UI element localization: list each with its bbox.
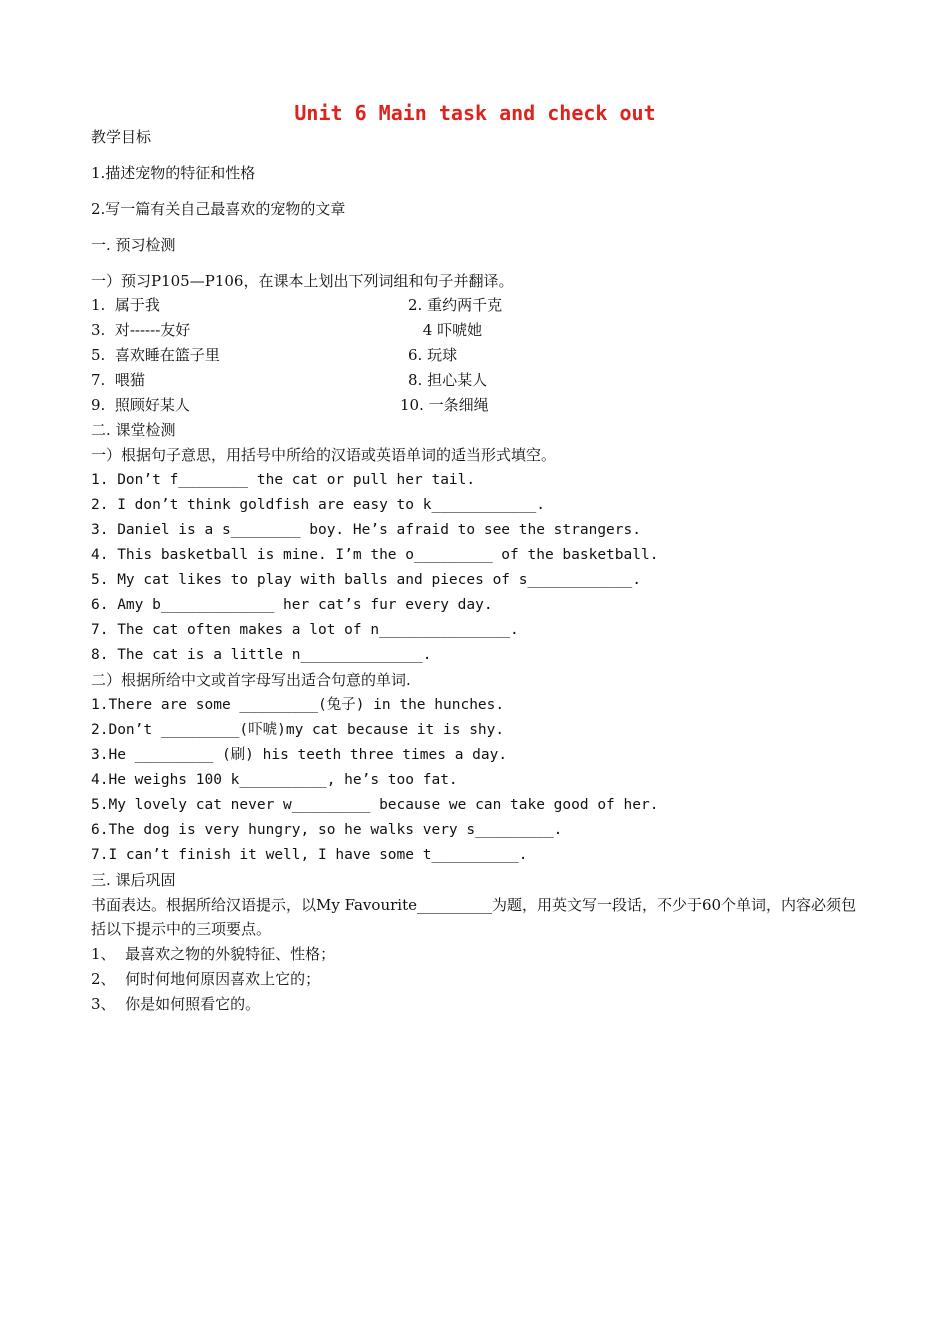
fill-blank-item: 3. Daniel is a s________ boy. He’s afraid to see the strangers. — [91, 522, 641, 538]
fill-blank-item: 1. Don’t f________ the cat or pull her tail. — [91, 472, 476, 488]
writing-point: 2、 何时何地何原因喜欢上它的； — [91, 970, 321, 988]
phrase-item: 8. 担心某人 — [408, 371, 488, 389]
objective-item: 1.描述宠物的特征和性格 — [91, 164, 256, 182]
fill-blank-item: 2. I don’t think goldfish are easy to k____________. — [91, 497, 545, 513]
phrase-item: 6. 玩球 — [408, 346, 458, 364]
fill-blank-item: 6. Amy b_____________ her cat’s fur every day. — [91, 597, 493, 613]
word-fill-item: 6.The dog is very hungry, so he walks very s_________. — [91, 822, 563, 838]
writing-point: 1、 最喜欢之物的外貌特征、性格； — [91, 945, 336, 963]
section-heading-consolidate: 三. 课后巩固 — [91, 871, 176, 889]
phrase-item: 10. 一条细绳 — [400, 396, 489, 414]
phrase-item: 5. 喜欢睡在篮子里 — [91, 346, 220, 364]
objectives-heading: 教学目标 — [91, 128, 152, 146]
writing-task: 书面表达。根据所给汉语提示，以My Favourite__________为题，用英文写一段话，不少于60个单词，内容必须包括以下提示中的三项要点。 — [91, 896, 857, 938]
phrase-item: 3. 对------友好 — [91, 321, 191, 339]
fill-blank-item: 4. This basketball is mine. I’m the o_________ of the basketball. — [91, 547, 659, 563]
phrase-item: 7. 喂猫 — [91, 371, 145, 389]
page-title: Unit 6 Main task and check out — [294, 101, 656, 125]
phrase-item: 1. 属于我 — [91, 296, 160, 314]
phrase-item: 9. 照顾好某人 — [91, 396, 190, 414]
preview-instruction: 一）预习P105—P106，在课本上划出下列词组和句子并翻译。 — [91, 272, 514, 290]
part2-instruction: 二）根据所给中文或首字母写出适合句意的单词. — [91, 671, 411, 689]
word-fill-item: 1.There are some _________(兔子) in the hunches. — [91, 697, 505, 713]
phrase-item: 4 吓唬她 — [418, 321, 483, 339]
fill-blank-item: 7. The cat often makes a lot of n_______________. — [91, 622, 519, 638]
word-fill-item: 4.He weighs 100 k__________, he’s too fat. — [91, 772, 458, 788]
word-fill-item: 3.He _________ (刷) his teeth three times a day. — [91, 747, 508, 763]
section-heading-classcheck: 二. 课堂检测 — [91, 421, 176, 439]
fill-blank-item: 5. My cat likes to play with balls and pieces of s____________. — [91, 572, 641, 588]
fill-blank-item: 8. The cat is a little n______________. — [91, 647, 432, 663]
word-fill-item: 2.Don’t _________(吓唬)my cat because it is shy. — [91, 722, 505, 738]
phrase-item: 2. 重约两千克 — [408, 296, 503, 314]
writing-point: 3、 你是如何照看它的。 — [91, 995, 261, 1013]
word-fill-item: 7.I can’t finish it well, I have some t__________. — [91, 847, 528, 863]
objective-item: 2.写一篇有关自己最喜欢的宠物的文章 — [91, 200, 346, 218]
part1-instruction: 一）根据句子意思，用括号中所给的汉语或英语单词的适当形式填空。 — [91, 446, 557, 464]
word-fill-item: 5.My lovely cat never w_________ because we can take good of her. — [91, 797, 659, 813]
section-heading-preview: 一. 预习检测 — [91, 236, 176, 254]
